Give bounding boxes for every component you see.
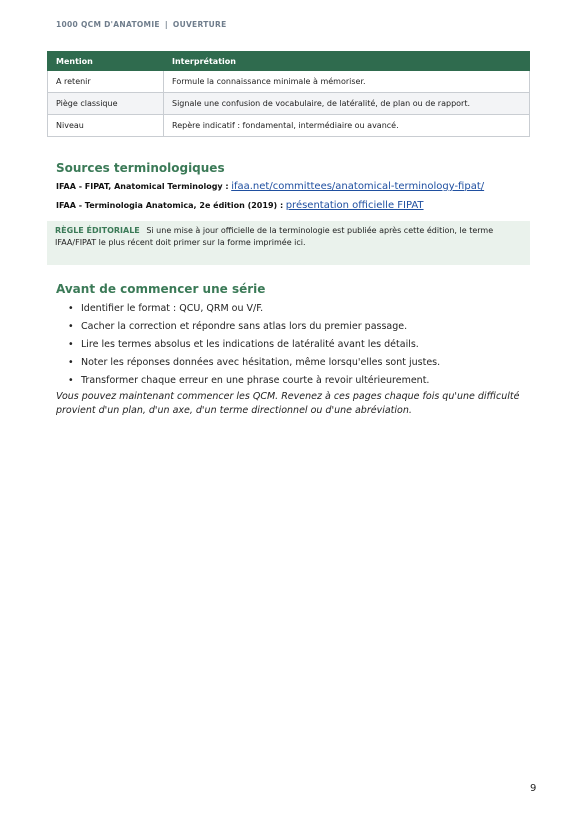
table-cell-interpretation: Repère indicatif : fondamental, intermédiaire ou avancé. [164,115,530,137]
list-item [68,355,440,373]
bullet-icon: • [68,375,74,386]
list-item [68,319,440,337]
source-item [56,200,424,211]
source-link-fipat[interactable]: ifaa.net/committees/anatomical-terminology-fipat/ [231,181,485,192]
table-row [48,71,530,93]
source-item [56,181,484,192]
section-name: OUVERTURE [172,20,227,29]
bullet-icon: • [68,339,74,350]
book-title: 1000 QCM D'ANATOMIE [56,20,160,29]
table-row [48,93,530,115]
table-cell-mention: Niveau [48,115,164,137]
list-item-text: Noter les réponses données avec hésitation, même lorsqu'elles sont justes. [81,357,441,368]
source-link-terminologia[interactable]: présentation officielle FIPAT [285,200,424,211]
page-number: 9 [530,783,537,794]
table-cell-interpretation: Formule la connaissance minimale à mémoriser. [164,71,530,93]
table-cell-mention: Piège classique [48,93,164,115]
editorial-tag: RÈGLE ÉDITORIALE [55,226,140,235]
column-header-mention: Mention [48,52,164,71]
sources-heading: Sources terminologiques [56,161,225,175]
list-item-text: Cacher la correction et répondre sans atlas lors du premier passage. [81,321,408,332]
table-cell-interpretation: Signale une confusion de vocabulaire, de latéralité, de plan ou de rapport. [164,93,530,115]
editorial-rule-box [47,221,530,265]
table-header-row [48,52,530,71]
source-label: IFAA - Terminologia Anatomica, 2e édition (2019) : [56,201,284,210]
before-starting-heading: Avant de commencer une série [56,282,266,296]
preparation-checklist [68,301,440,391]
bullet-icon: • [68,321,74,332]
list-item-text: Transformer chaque erreur en une phrase courte à revoir ultérieurement. [81,375,430,386]
table-cell-mention: A retenir [48,71,164,93]
mention-table [47,51,530,137]
list-item-text: Lire les termes absolus et les indications de latéralité avant les détails. [81,339,419,350]
bullet-icon: • [68,303,74,314]
list-item-text: Identifier le format : QCU, QRM ou V/F. [81,303,264,314]
list-item [68,337,440,355]
list-item [68,373,440,391]
table-row [48,115,530,137]
list-item [68,301,440,319]
column-header-interpretation: Interprétation [164,52,530,71]
bullet-icon: • [68,357,74,368]
source-label: IFAA - FIPAT, Anatomical Terminology : [56,182,229,191]
header-separator: | [164,20,168,29]
editorial-text: Si une mise à jour officielle de la terminologie est publiée après cette édition, le terme IFAA/FIPAT le plus récent doit primer sur la forme imprimée ici. [55,226,494,247]
closing-note: Vous pouvez maintenant commencer les QCM. Revenez à ces pages chaque fois qu'une difficulté provient d'un plan, d'un axe, d'un terme directionnel ou d'une abréviation. [56,391,520,416]
running-header [56,20,227,29]
